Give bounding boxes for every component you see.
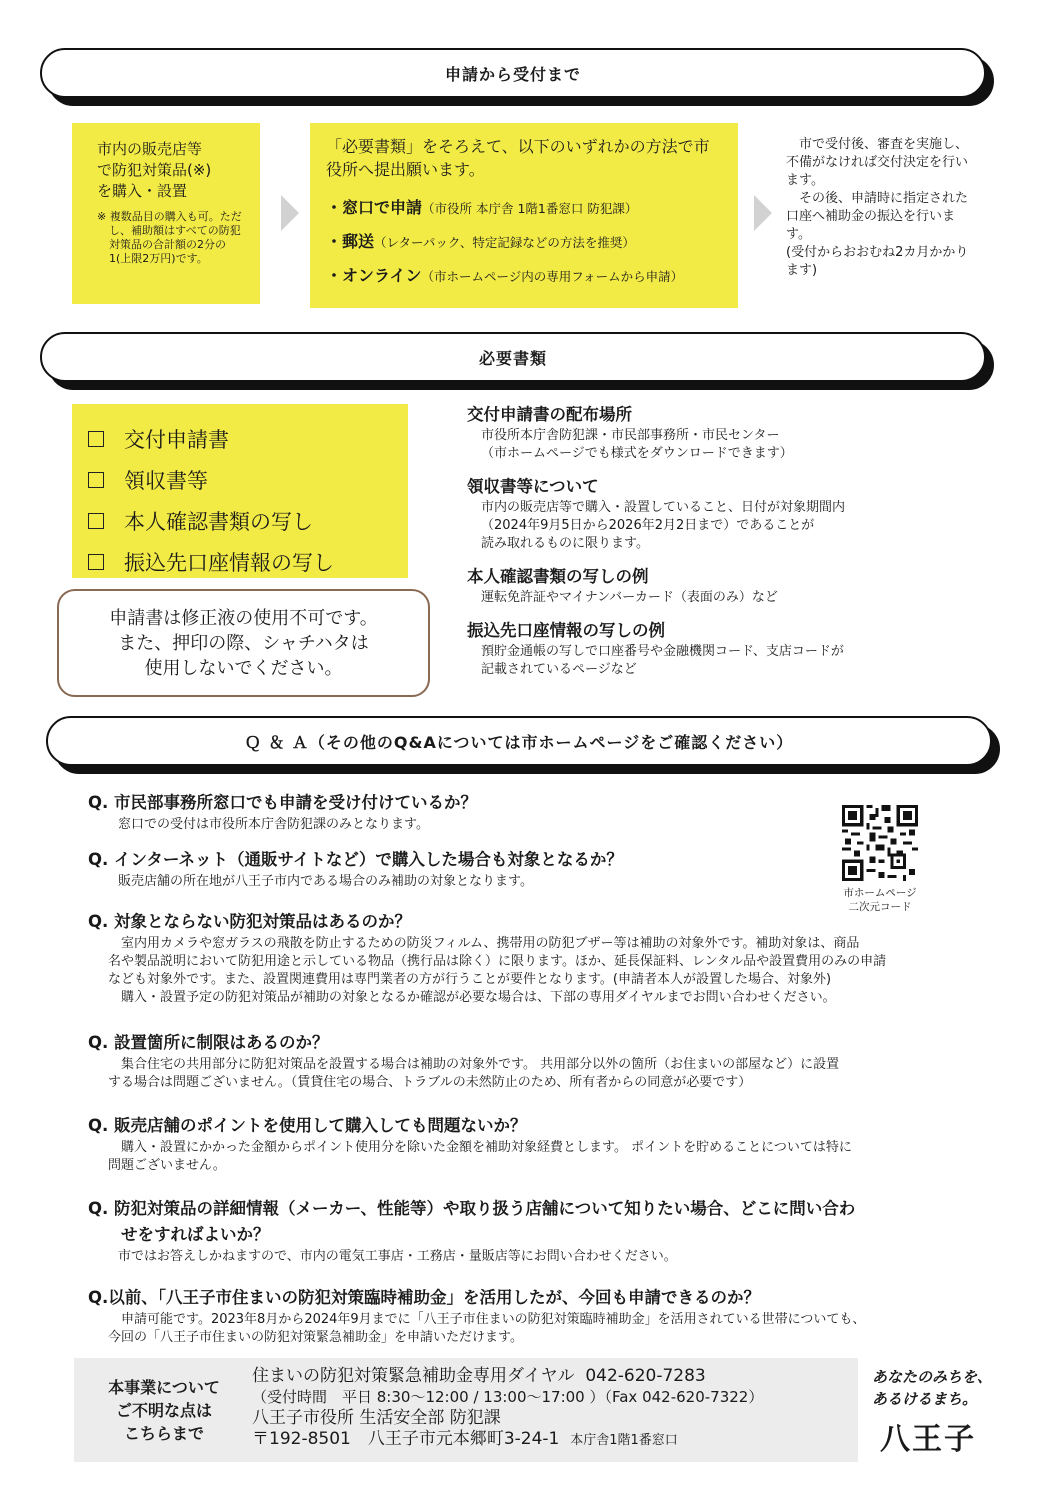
contact-dial: 住まいの防犯対策緊急補助金専用ダイヤル 042-620-7283: [252, 1366, 706, 1386]
step1-line: を購入・設置: [97, 182, 188, 200]
docs-details: [467, 403, 1007, 691]
checklist-item: 振込先口座情報の写し: [88, 541, 408, 582]
contact-heading: 本事業について ご不明な点は こちらまで: [108, 1378, 220, 1443]
section-header-docs: [40, 332, 986, 382]
arrow-right-icon: [281, 195, 299, 231]
qa-item: Q. 対象とならない防犯対策品はあるのか？ 室内用カメラや窓ガラスの飛散を防止するための防災フィルム、携帯用の防犯ブザー等は補助の対象外です。補助対象は、商品 名や製品説明において防犯用途と示している物品（携行品は除く）に限ります。ほか、延長保証料、レンタル品や設置費用のみの申請 なども対象外です。また、設置関連費用は専門業者の方が行うことが要件となります。(申請者本人が設置した場合、対象外) 購入・設置予定の防犯対策品が補助の対象となるか確認が必要な場合は、下部の専用ダイヤルまでお問い合わせください。: [88, 912, 887, 1005]
doc-heading: 振込先口座情報の写しの例: [467, 621, 665, 640]
doc-heading: 本人確認書類の写しの例: [467, 567, 649, 586]
qa-item: Q. 防犯対策品の詳細情報（メーカー、性能等）や取り扱う店舗について知りたい場合、どこに問い合わ せをすればよいか？ 市ではお答えしかねますので、市内の電気工事店・工務店・量販店等にお問い合わせください。: [88, 1199, 856, 1264]
phone-number[interactable]: 042-620-7283: [585, 1366, 706, 1386]
qa-item: Q. 設置箇所に制限はあるのか？ 集合住宅の共用部分に防犯対策品を設置する場合は補助の対象外です。 共用部分以外の箇所（お住まいの部屋など）に設置 する場合は問題ございません。（賃貸住宅の場合、トラブルの未然防止のため、所有者からの同意が必要です）: [88, 1033, 840, 1090]
checkbox-icon: [88, 431, 104, 447]
doc-text: 市内の販売店等で購入・設置していること、日付が対象期間内 （2024年9月5日から2026年2月2日まで）であることが 読み取れるものに限ります。: [481, 500, 846, 551]
doc-text: 市役所本庁舎防犯課・市民部事務所・市民センター （市ホームページでも様式をダウンロードできます）: [481, 428, 793, 461]
section-header-flow: [40, 48, 986, 98]
doc-text: 預貯金通帳の写しで口座番号や金融機関コード、支店コードが 記載されているページなど: [481, 644, 844, 677]
contact-address: 〒192-8501 八王子市元本郷町3-24-1 本庁舎1階1番窓口: [252, 1429, 678, 1449]
step3-text: その後、申請時に指定された口座へ補助金の振込を行います。: [786, 191, 969, 242]
section-title-flow: 申請から受付まで: [40, 48, 986, 98]
step1-line: で防犯対策品(※): [97, 161, 212, 179]
section-title-qa: Ｑ ＆ Ａ（その他のQ&Aについては市ホームページをご確認ください）: [46, 716, 992, 766]
doc-heading: 領収書等について: [467, 477, 599, 496]
method-online: ・オンライン（市ホームページ内の専用フォームから申請）: [326, 266, 684, 285]
checkbox-icon: [88, 554, 104, 570]
contact-hours: （受付時間 平日 8:30～12:00 / 13:00～17:00 ）（Fax 042-620-7322）: [252, 1388, 764, 1406]
doc-text: 運転免許証やマイナンバーカード（表面のみ）など: [481, 590, 778, 605]
doc-heading: 交付申請書の配布場所: [467, 405, 632, 424]
checkbox-icon: [88, 513, 104, 529]
method-mail: ・郵送（レターパック、特定記録などの方法を推奨）: [326, 232, 635, 251]
required-docs-checklist: [72, 404, 408, 578]
flow-step-purchase: [72, 123, 260, 304]
checklist-item: 本人確認書類の写し: [88, 500, 408, 541]
step3-text: 市で受付後、審査を実施し、不備がなければ交付決定を行います。: [786, 137, 969, 188]
step2-intro: 「必要書類」をそろえて、以下のいずれかの方法で市役所へ提出願います。: [326, 137, 710, 179]
flow-step-submit: [310, 123, 738, 308]
qr-code-icon[interactable]: [842, 805, 918, 881]
qa-item: Q. 販売店舗のポイントを使用して購入しても問題ないか？ 購入・設置にかかった金額からポイント使用分を除いた金額を補助対象経費とします。 ポイントを貯めることについては特に 問題ございません。: [88, 1116, 852, 1173]
step1-note: ※ 複数品目の購入も可。ただし、補助額はすべての防犯対策品の合計額の2分の1(上限2万円)です。: [97, 210, 242, 265]
checklist-item: 交付申請書: [88, 418, 408, 459]
checklist-item: 領収書等: [88, 459, 408, 500]
contact-details: [252, 1366, 858, 1451]
method-counter: ・窓口で申請（市役所 本庁舎 1階1番窓口 防犯課）: [326, 198, 638, 217]
section-header-qa: [46, 716, 992, 766]
checkbox-icon: [88, 472, 104, 488]
qa-item: Q.以前、「八王子市住まいの防犯対策臨時補助金」を活用したが、今回も申請できるのか？ 申請可能です。2023年8月から2024年9月までに「八王子市住まいの防犯対策臨時補助金」を活用されている世帯についても、 今回の「八王子市住まいの防犯対策緊急補助金」を申請いただけます。: [88, 1288, 866, 1345]
section-title-docs: 必要書類: [40, 332, 986, 382]
arrow-right-icon: [754, 195, 772, 231]
flow-step-review: [786, 136, 976, 280]
city-logo: 八王子: [880, 1422, 976, 1457]
city-slogan: あなたのみちを、 あるけるまち。: [872, 1368, 993, 1408]
qa-item: Q. 市民部事務所窓口でも申請を受け付けているか？ 窓口での受付は市役所本庁舎防犯課のみとなります。: [88, 793, 478, 832]
qa-item: Q. インターネット（通販サイトなど）で購入した場合も対象となるか？ 販売店舗の所在地が八王子市内である場合のみ補助の対象となります。: [88, 850, 623, 889]
step1-line: 市内の販売店等: [97, 140, 203, 158]
step3-text: (受付からおおむね2カ月かかります): [786, 245, 969, 278]
contact-dept: 八王子市役所 生活安全部 防犯課: [252, 1408, 501, 1428]
notice-box: 申請書は修正液の使用不可です。 また、押印の際、シャチハタは 使用しないでください。: [57, 589, 430, 697]
qr-label: 市ホームページ 二次元コード: [843, 887, 917, 913]
